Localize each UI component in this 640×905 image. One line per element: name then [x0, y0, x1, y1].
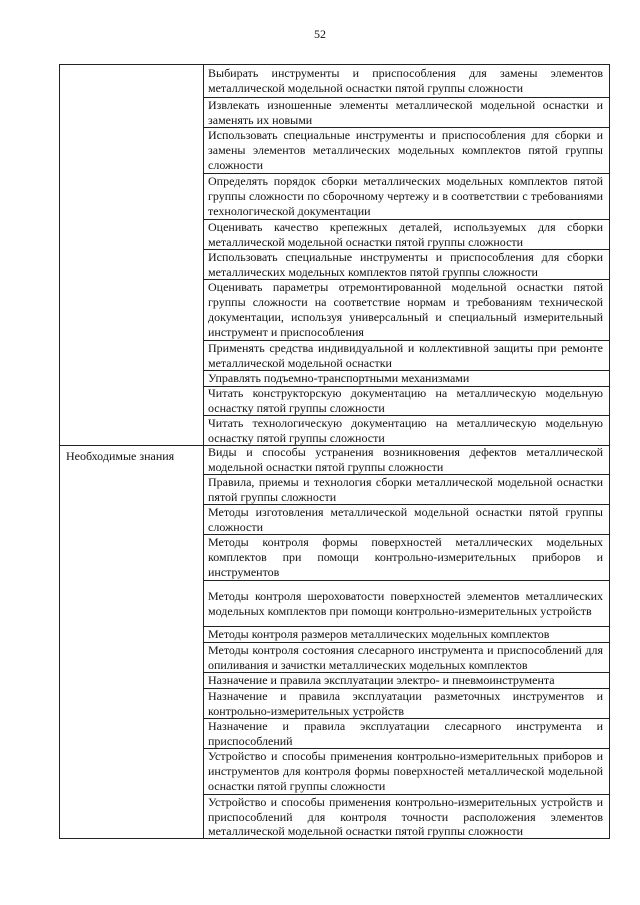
table-row: [204, 445, 609, 475]
section-label: Необходимые знания: [66, 449, 175, 463]
table-row: [204, 65, 609, 98]
knowledge-section: [60, 445, 609, 838]
row-text: Назначение и правила эксплуатации разметочных инструментов и контрольно-измерительных устройств: [208, 688, 603, 718]
row-text: Методы контроля размеров металлических модельных комплектов: [208, 627, 550, 642]
table-row: [204, 643, 609, 673]
table-row: [204, 795, 609, 839]
table-row: [204, 719, 609, 749]
row-text: Методы контроля шероховатости поверхностей элементов металлических модельных комплектов при помощи контрольно-измерительных устройств: [208, 588, 603, 618]
row-text: Читать конструкторскую документацию на металлическую модельную оснастку пятой группы сложности: [208, 386, 603, 415]
row-text: Оценивать качество крепежных деталей, используемых для сборки металлической модельной оснастки пятой группы сложности: [208, 219, 603, 249]
row-text: Читать технологическую документацию на металлическую модельную оснастку пятой группы сложности: [208, 415, 603, 445]
row-text: Методы изготовления металлической модельной оснастки пятой группы сложности: [208, 504, 603, 534]
row-text: Использовать специальные инструменты и приспособления для сборки и замены элементов металлических модельных комплектов пятой группы сложности: [208, 128, 603, 172]
table-row: [204, 250, 609, 280]
table-row: [204, 174, 609, 220]
row-text: Виды и способы устранения возникновения дефектов металлической модельной оснастки пятой группы сложности: [208, 444, 603, 474]
row-text: Назначение и правила эксплуатации электро- и пневмоинструмента: [208, 673, 555, 688]
row-text: Выбирать инструменты и приспособления для замены элементов металлической модельной оснастки пятой группы сложности: [208, 66, 603, 95]
row-text: Извлекать изношенные элементы металлической модельной оснастки и заменять их новыми: [208, 97, 603, 127]
requirements-table: [59, 64, 610, 839]
table-row: [204, 371, 609, 387]
table-row: [204, 535, 609, 581]
row-text: Устройство и способы применения контрольно-измерительных устройств и приспособлений для контроля точности расположения элементов металлической модельной оснастки пятой группы сложности: [208, 794, 603, 839]
table-row: [204, 98, 609, 128]
skills-items: [204, 65, 609, 445]
row-text: Устройство и способы применения контрольно-измерительных приборов и инструментов для контроля формы поверхностей металлической модельной оснастки пятой группы сложности: [208, 749, 603, 793]
table-row: [204, 387, 609, 416]
knowledge-items: [204, 445, 609, 838]
table-row: [204, 689, 609, 719]
row-text: Методы контроля формы поверхностей металлических модельных комплектов при помощи контрольно-измерительных приборов и инструментов: [208, 535, 603, 579]
table-row: [204, 627, 609, 643]
table-row: [204, 280, 609, 341]
table-row: [204, 341, 609, 371]
row-text: Использовать специальные инструменты и приспособления для сборки металлических модельных комплектов пятой группы сложности: [208, 249, 603, 279]
table-row: [204, 749, 609, 795]
row-text: Назначение и правила эксплуатации слесарного инструмента и приспособлений: [208, 718, 603, 748]
row-text: Управлять подъемно-транспортными механизмами: [208, 371, 470, 386]
table-row: [204, 416, 609, 445]
row-text: Определять порядок сборки металлических модельных комплектов пятой группы сложности по сборочному чертежу и в соответствии с требованиями технологической документации: [208, 174, 603, 218]
table-row: [204, 505, 609, 535]
row-text: Методы контроля состояния слесарного инструмента и приспособлений для опиливания и зачистки металлических модельных комплектов: [208, 642, 603, 672]
row-text: Применять средства индивидуальной и коллективной защиты при ремонте металлической модельной оснастки: [208, 340, 603, 370]
skills-section: [60, 65, 609, 446]
page-number: 52: [314, 27, 326, 41]
table-row: [204, 128, 609, 174]
table-row: [204, 581, 609, 627]
table-row: [204, 673, 609, 689]
table-row: [204, 220, 609, 250]
table-row: [204, 475, 609, 505]
row-text: Правила, приемы и технология сборки металлической модельной оснастки пятой группы сложности: [208, 474, 603, 504]
row-text: Оценивать параметры отремонтированной модельной оснастки пятой группы сложности на соответствие нормам и требованиям технической документации, используя универсальный и специальный измерительный инструмент и приспособления: [208, 280, 603, 339]
